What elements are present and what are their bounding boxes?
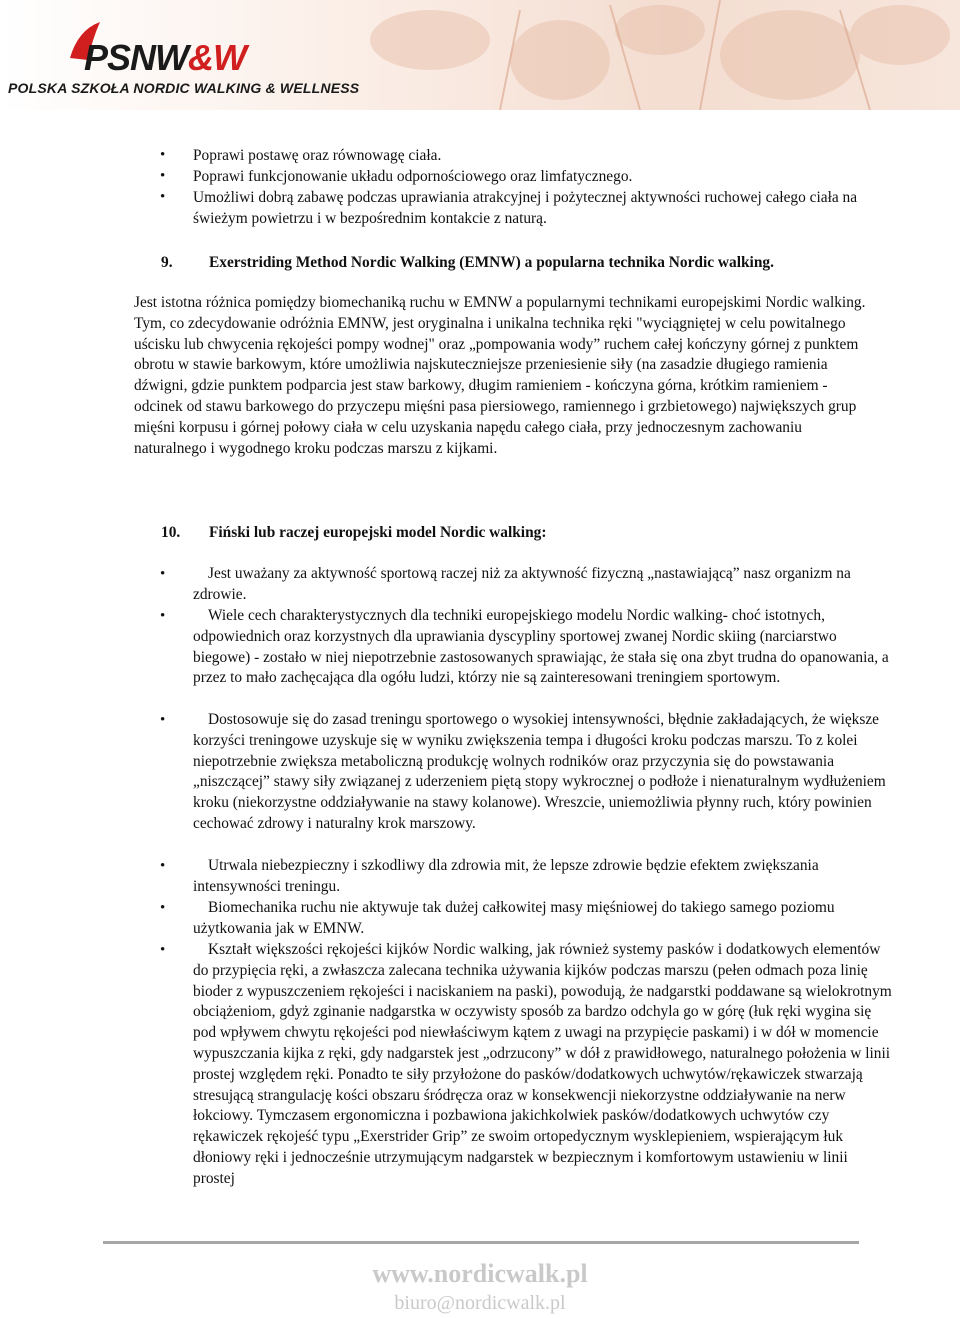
logo-tagline: POLSKA SZKOŁA NORDIC WALKING & WELLNESS xyxy=(8,80,360,96)
logo xyxy=(84,38,246,78)
bullet-icon: • xyxy=(160,168,166,184)
bullet-icon: • xyxy=(160,147,166,163)
footer-website-link[interactable]: www.nordicwalk.pl xyxy=(372,1259,588,1288)
bullet-icon: • xyxy=(160,858,166,874)
footer-divider xyxy=(103,1241,859,1244)
logo-part2: &W xyxy=(188,37,246,78)
page-header xyxy=(0,0,960,110)
bullet-icon: • xyxy=(160,566,166,582)
bullet-icon: • xyxy=(160,942,166,958)
section-9-paragraph: Jest istotna różnica pomiędzy biomechaniką ruchu w EMNW a popularnymi technikami europejskimi Nordic walking. Tym, co zdecydowanie odróżnia EMNW, jest oryginalna i unikalna technika ręki "wyciągniętej w celu powitalnego uścisku lub chwycenia rękojeści pompy wodnej" oraz „pompowania wody” ruchem całej kończyny górnej z punktem obrotu w stawie barkowym, które umożliwia najskuteczniejsze przeniesienie siły (na zasadzie długiego ramienia dźwigni, gdzie punktem podparcia jest staw barkowy, długim ramieniem - kończyna górna, krótkim ramieniem - odcinek od stawu barkowego do przyczepu mięśni pasa piersiowego, ramiennego i grzbietowego) największych grup mięśni korpusu i górnej połowy ciała w celu uzyskania napędu całego ciała, przy jednoczesnym zachowaniu naturalnego i wygodnego kroku podczas marszu z kijkami. xyxy=(134,294,866,457)
logo-part1: PSNW xyxy=(84,37,188,78)
bullet-icon: • xyxy=(160,900,166,916)
bullet-icon: • xyxy=(160,189,166,205)
bullet-icon: • xyxy=(160,712,166,728)
footer-email-link[interactable]: biuro@nordicwalk.pl xyxy=(394,1292,566,1314)
bullet-icon: • xyxy=(160,608,166,624)
